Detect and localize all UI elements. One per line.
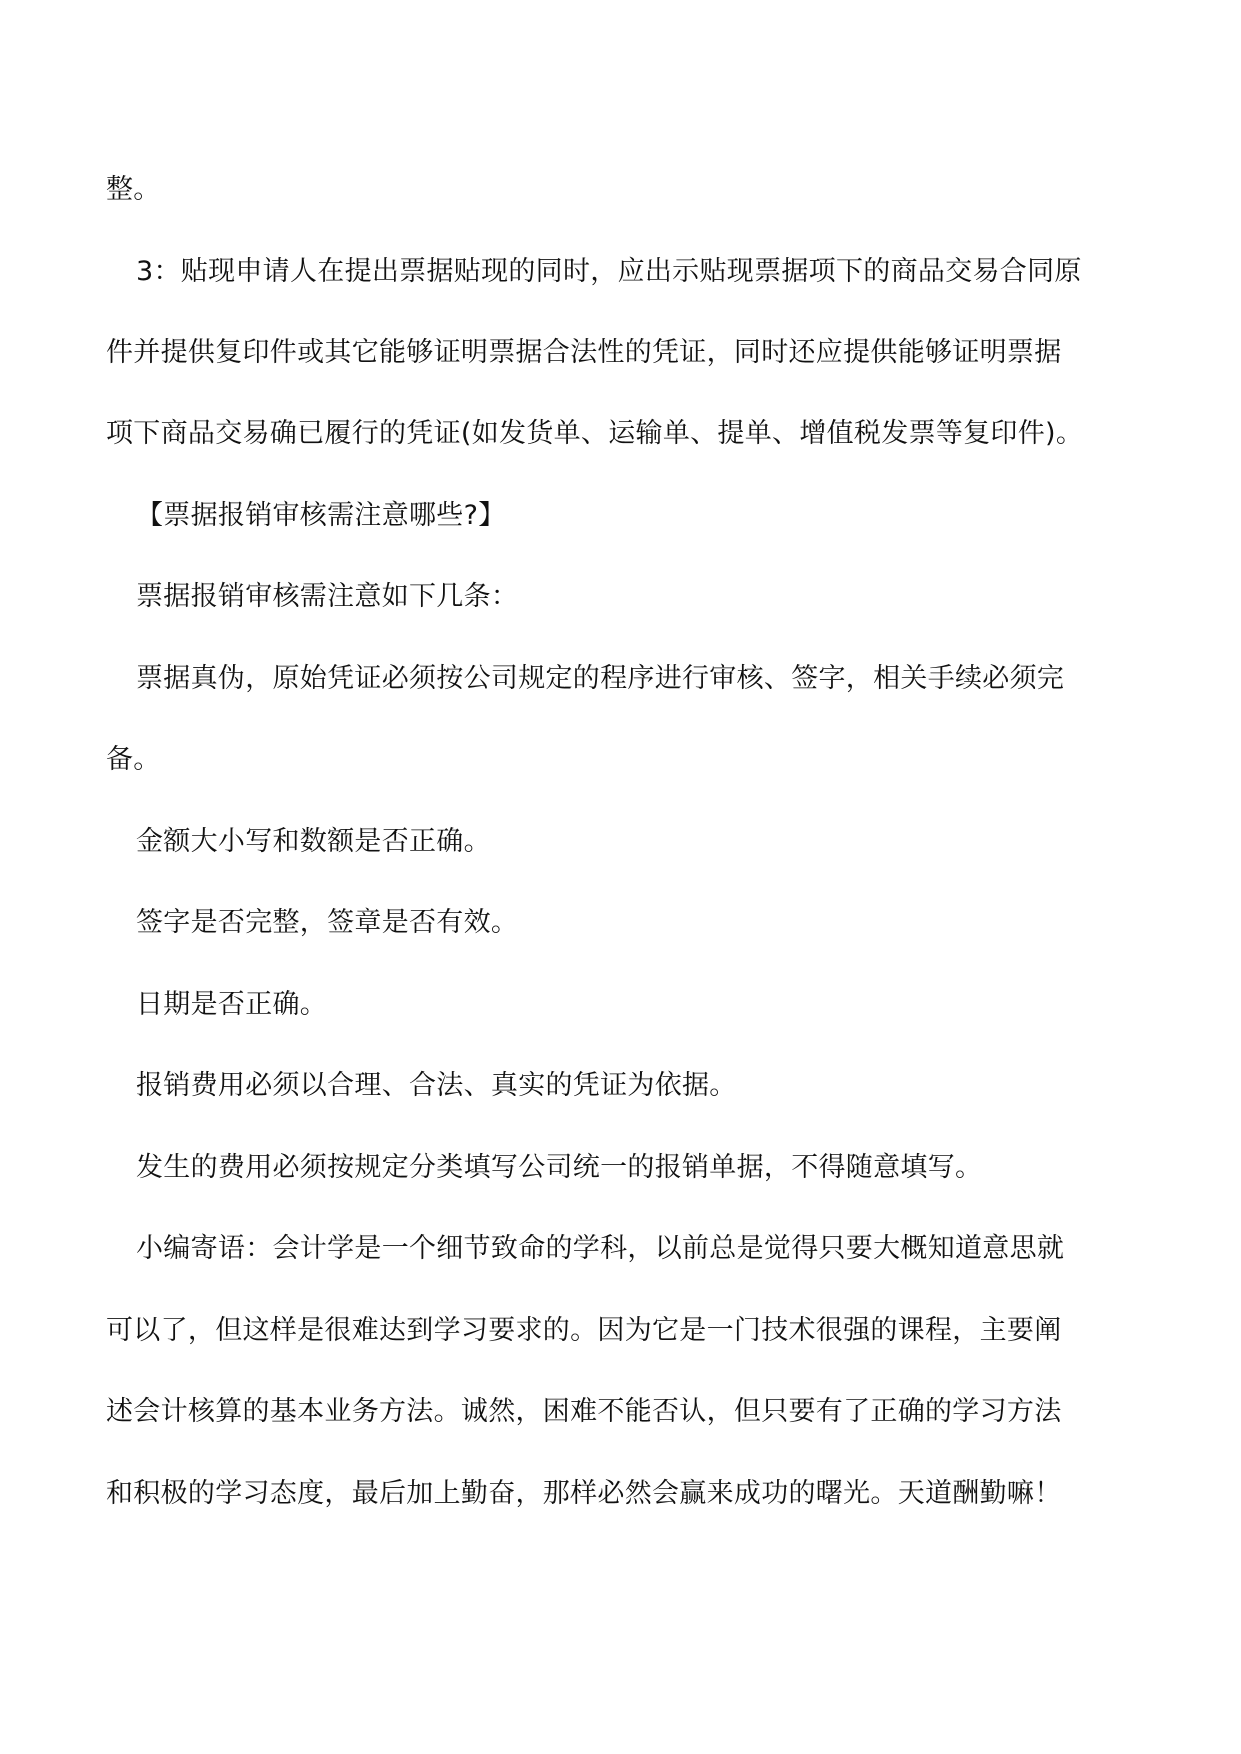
text-line: 小编寄语：会计学是一个细节致命的学科，以前总是觉得只要大概知道意思就 (136, 1233, 1065, 1264)
text-line: 报销费用必须以合理、合法、真实的凭证为依据。 (136, 1070, 737, 1101)
text-line: 金额大小写和数额是否正确。 (136, 826, 491, 857)
section-heading: 【票据报销审核需注意哪些?】 (136, 500, 506, 531)
text-line: 3：贴现申请人在提出票据贴现的同时，应出示贴现票据项下的商品交易合同原 (136, 256, 1082, 287)
text-line: 备。 (106, 744, 161, 775)
text-line: 票据真伪，原始凭证必须按公司规定的程序进行审核、签字，相关手续必须完 (136, 663, 1065, 694)
text-line: 项下商品交易确已履行的凭证(如发货单、运输单、提单、增值税发票等复印件)。 (106, 418, 1084, 449)
text-line: 可以了，但这样是很难达到学习要求的。因为它是一门技术很强的课程，主要阐 (106, 1315, 1062, 1346)
text-line: 述会计核算的基本业务方法。诚然，困难不能否认，但只要有了正确的学习方法 (106, 1396, 1062, 1427)
text-line: 票据报销审核需注意如下几条： (136, 581, 519, 612)
text-line: 日期是否正确。 (136, 989, 328, 1020)
text-line: 整。 (106, 174, 161, 205)
text-line: 件并提供复印件或其它能够证明票据合法性的凭证，同时还应提供能够证明票据 (106, 337, 1062, 368)
text-line: 发生的费用必须按规定分类填写公司统一的报销单据，不得随意填写。 (136, 1152, 983, 1183)
text-line: 和积极的学习态度，最后加上勤奋，那样必然会赢来成功的曙光。天道酬勤嘛！ (106, 1478, 1062, 1509)
text-line: 签字是否完整，签章是否有效。 (136, 907, 519, 938)
